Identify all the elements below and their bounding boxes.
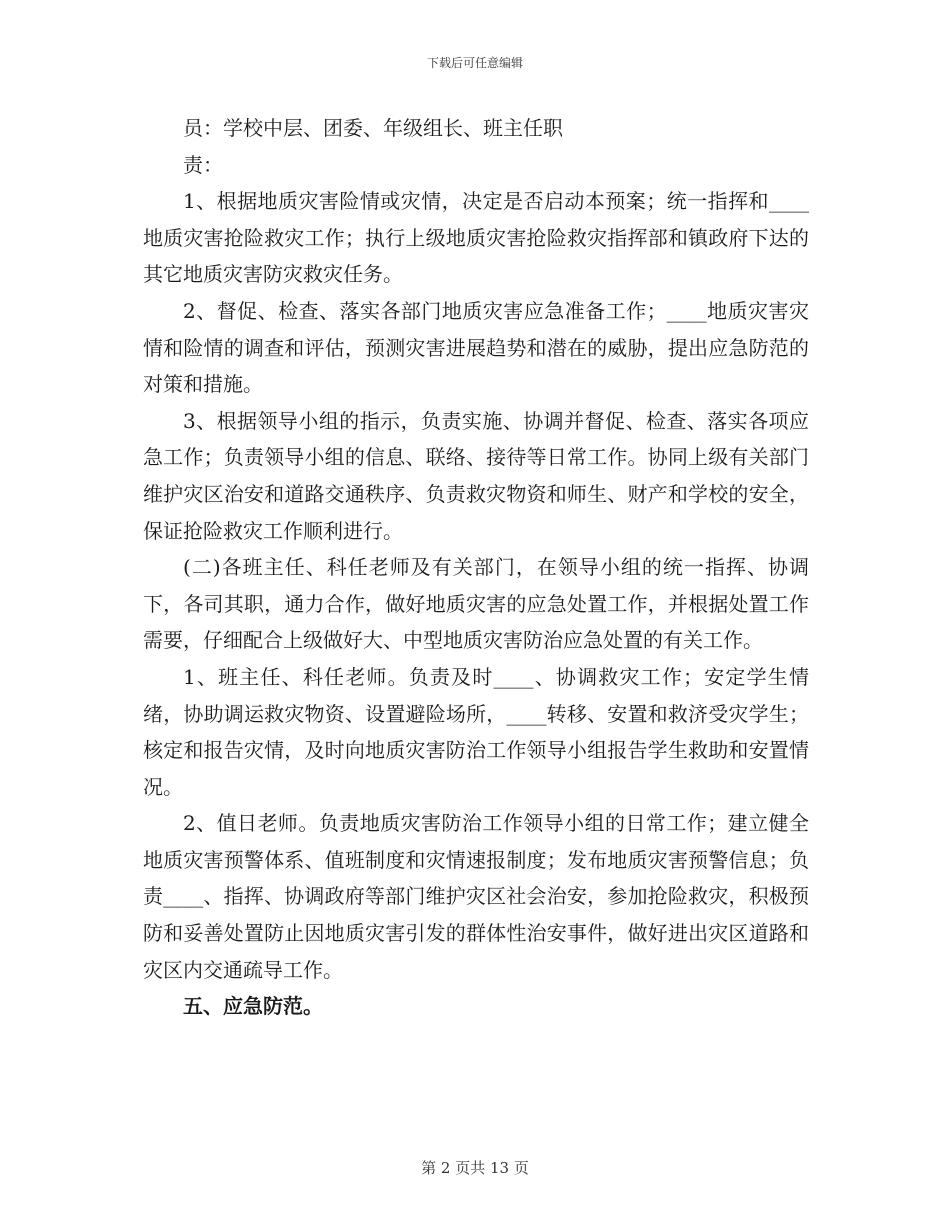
section-heading-emergency-prevention: 五、应急防范。 <box>183 994 323 1019</box>
paragraph-section-2: (二)各班主任、科任老师及有关部门，在领导小组的统一指挥、协调下，各司其职，通力合作，做好地质灾害的应急处置工作，并根据处置工作需要，仔细配合上级做好大、中型地质灾害防治应急处置的有关工作。 <box>143 555 809 653</box>
document-body <box>143 110 809 1025</box>
paragraph-duty-teacher: 2、值日老师。负责地质灾害防治工作领导小组的日常工作；建立健全地质灾害预警体系、值班制度和灾情速报制度；发布地质灾害预警信息；负责____、指挥、协调政府等部门维护灾区社会治安，参加抢险救灾，积极预防和妥善处置防止因地质灾害引发的群体性治安事件，做好进出灾区道路和灾区内交通疏导工作。 <box>143 811 809 982</box>
paragraph-teacher-duty: 1、班主任、科任老师。负责及时____、协调救灾工作；安定学生情绪，协助调运救灾物资、设置避险场所，____转移、安置和救济受灾学生；核定和报告灾情，及时向地质灾害防治工作领导小组报告学生救助和安置情况。 <box>143 664 809 799</box>
page-header: 下载后可任意编辑 <box>426 56 523 70</box>
paragraph-duties-label: 责： <box>183 152 223 177</box>
paragraph-member-list: 员：学校中层、团委、年级组长、班主任职 <box>183 116 563 140</box>
page-footer: 第 2 页共 13 页 <box>421 1159 529 1177</box>
paragraph-duty-3: 3、根据领导小组的指示，负责实施、协调并督促、检查、落实各项应急工作；负责领导小组的信息、联络、接待等日常工作。协同上级有关部门维护灾区治安和道路交通秩序、负责救灾物资和师生、财产和学校的安全，保证抢险救灾工作顺利进行。 <box>143 408 809 543</box>
paragraph-duty-1: 1、根据地质灾害险情或灾情，决定是否启动本预案；统一指挥和____地质灾害抢险救灾工作；执行上级地质灾害抢险救灾指挥部和镇政府下达的其它地质灾害防灾救灾任务。 <box>143 189 809 287</box>
paragraph-duty-2: 2、督促、检查、落实各部门地质灾害应急准备工作；____地质灾害灾情和险情的调查和评估，预测灾害进展趋势和潜在的威胁，提出应急防范的对策和措施。 <box>143 298 809 397</box>
